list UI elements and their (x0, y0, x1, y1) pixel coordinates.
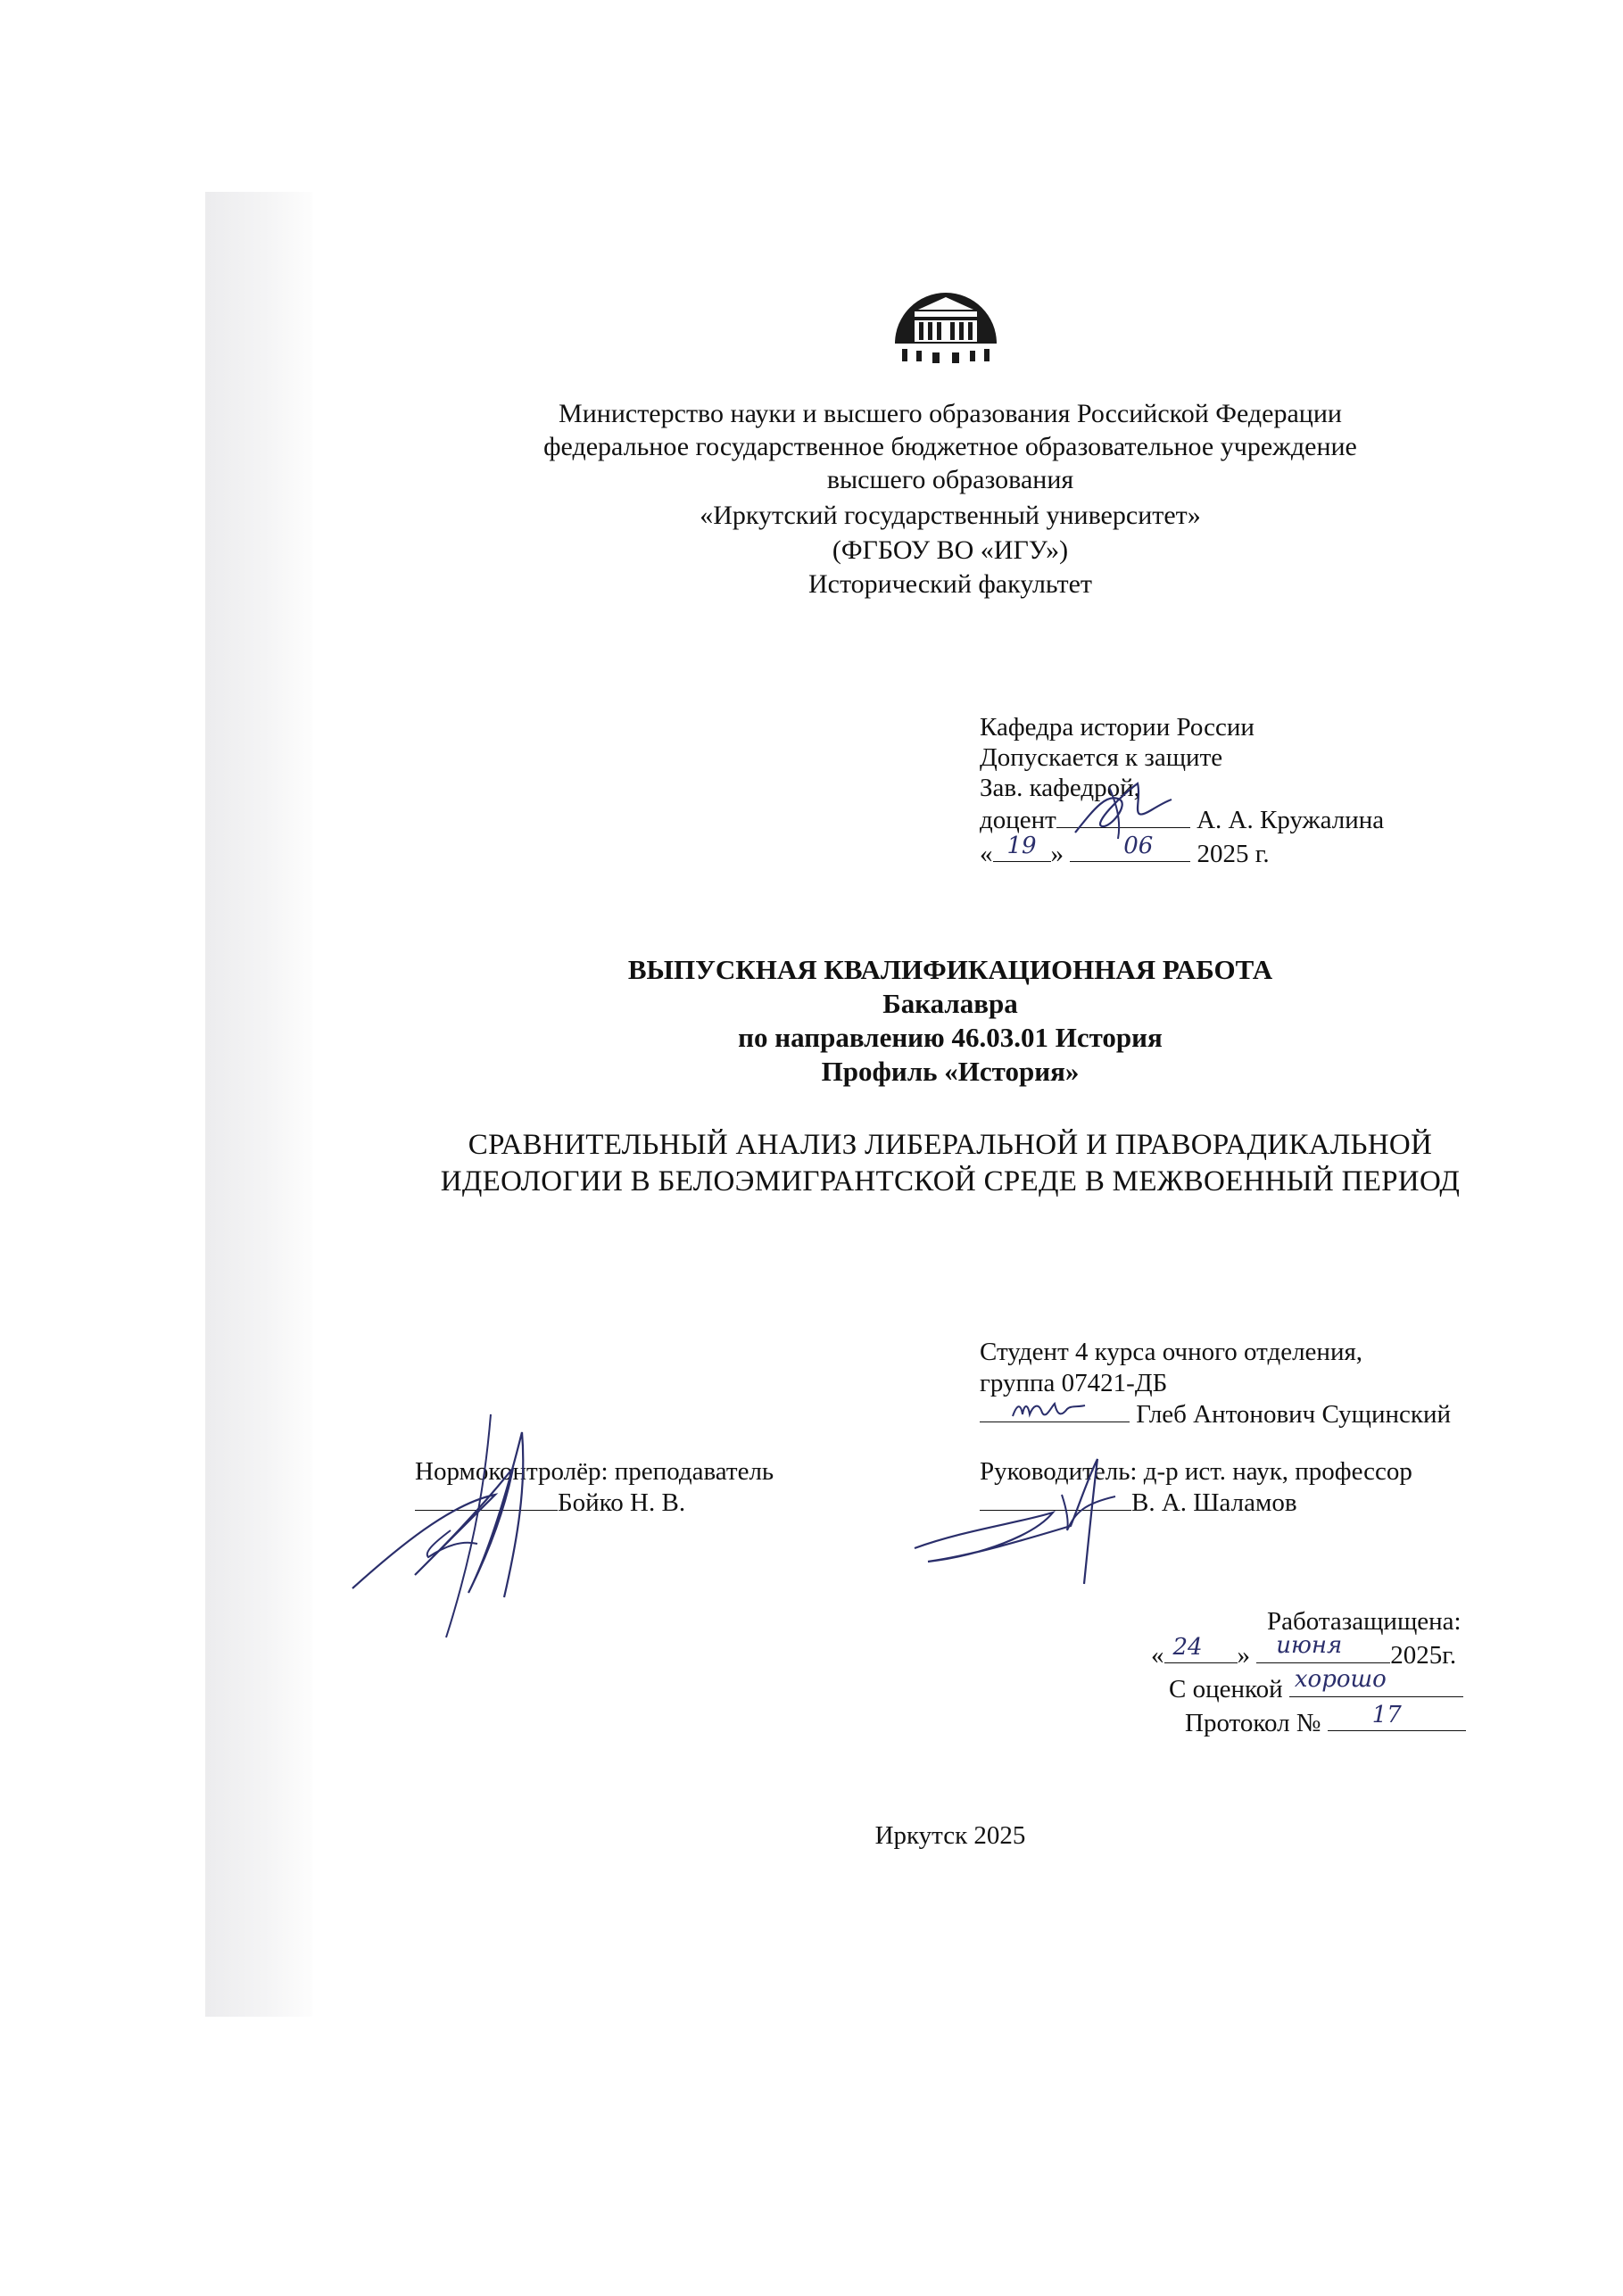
head-signature-scribble (1066, 775, 1173, 846)
grade-label: С оценкой (1169, 1675, 1283, 1703)
defense-date-line: « 24 » июня 2025г. (1151, 1632, 1457, 1670)
head-signature-line (980, 805, 1384, 835)
defense-year: 2025г. (1390, 1641, 1457, 1670)
supervisor-name: В. А. Шаламов (1131, 1488, 1297, 1517)
approval-day-field (993, 833, 1051, 862)
university-name-line: «Иркутский государственный университет» (700, 501, 1201, 530)
defense-month-field (1256, 1632, 1390, 1663)
grade-line (1169, 1666, 1463, 1704)
protocol-handwriting: 17 (1371, 1702, 1402, 1728)
student-group-line: группа 07421-ДБ (980, 1369, 1168, 1397)
approval-date-line: « 19 » 06 2025 г. (980, 833, 1270, 868)
defense-day-field (1164, 1634, 1238, 1663)
student-name: Глеб Антонович Сущинский (1136, 1400, 1451, 1429)
student-signature-scribble (1008, 1397, 1089, 1423)
ministry-line: Министерство науки и высшего образования Российской Федерации (559, 399, 1342, 428)
department-line: Кафедра истории России (980, 713, 1255, 742)
supervisor-label: Руководитель: д-р ист. наук, профессор (980, 1457, 1412, 1486)
normcontrol-name: Бойко Н. В. (558, 1488, 686, 1517)
city-year-footer: Иркутск 2025 (874, 1821, 1026, 1850)
university-abbr-line: (ФГБОУ ВО «ИГУ») (832, 535, 1069, 565)
approval-month-handwriting: 06 (1123, 833, 1154, 859)
protocol-field (1328, 1702, 1466, 1731)
direction-heading: по направлению 46.03.01 История (738, 1022, 1163, 1053)
work-type-heading: ВЫПУСКНАЯ КВАЛИФИКАЦИОННАЯ РАБОТА (627, 954, 1273, 985)
grade-field (1289, 1666, 1463, 1697)
admit-line: Допускается к защите (980, 743, 1223, 772)
normcontrol-label: Нормоконтролёр: преподаватель (415, 1457, 774, 1486)
approval-day-handwriting: 19 (1006, 833, 1037, 859)
degree-heading: Бакалавра (882, 988, 1018, 1019)
approval-year: 2025 г. (1197, 840, 1270, 868)
university-logo-icon (888, 274, 1004, 381)
student-course-line: Студент 4 курса очного отделения, (980, 1338, 1363, 1366)
defense-label: Работазащищена: (1267, 1607, 1462, 1636)
defense-month-handwriting: июня (1276, 1632, 1343, 1659)
supervisor-signature-scribble (910, 1441, 1142, 1593)
normcontrol-signature-scribble (344, 1397, 576, 1655)
profile-heading: Профиль «История» (821, 1056, 1080, 1087)
education-level-line: высшего образования (826, 465, 1074, 494)
docent-label: доцент (980, 806, 1056, 834)
protocol-label: Протокол № (1185, 1709, 1321, 1737)
grade-handwriting: хорошо (1294, 1666, 1387, 1693)
thesis-title-line-1: СРАВНИТЕЛЬНЫЙ АНАЛИЗ ЛИБЕРАЛЬНОЙ И ПРАВОРАДИКАЛЬНОЙ (468, 1129, 1433, 1161)
head-title-line: Зав. кафедрой, (980, 774, 1140, 802)
thesis-title-line-2: ИДЕОЛОГИИ В БЕЛОЭМИГРАНТСКОЙ СРЕДЕ В МЕЖВОЕННЫЙ ПЕРИОД (440, 1165, 1461, 1198)
protocol-line (1185, 1702, 1466, 1738)
faculty-line: Исторический факультет (807, 569, 1093, 599)
scanned-page-edge-shadow (205, 192, 312, 2017)
head-name: А. А. Кружалина (1197, 806, 1385, 834)
defense-day-handwriting: 24 (1172, 1634, 1203, 1661)
institution-type-line: федеральное государственное бюджетное образовательное учреждение (543, 432, 1357, 461)
